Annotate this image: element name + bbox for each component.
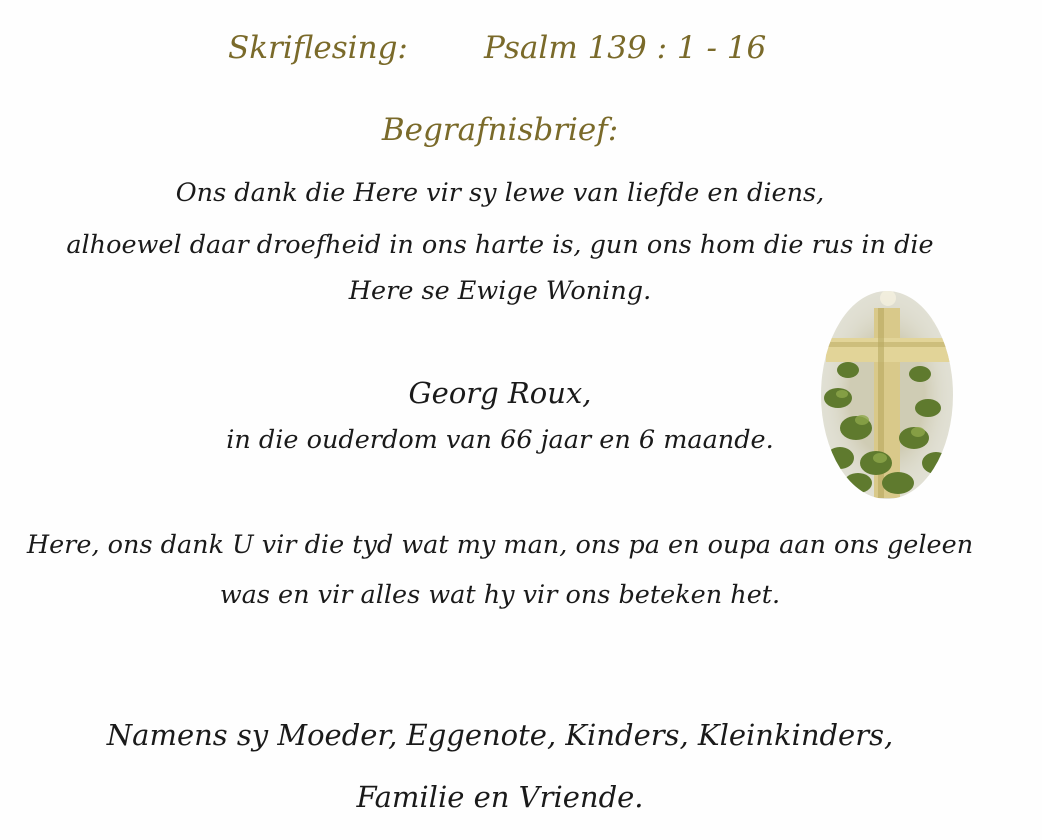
message-line-2: alhoewel daar droefheid in ons harte is, gun ons hom die rus in die bbox=[66, 230, 934, 260]
letter-heading: Begrafnisbrief: bbox=[381, 112, 619, 148]
thanks-line-2: was en vir alles wat hy vir ons beteken het. bbox=[219, 580, 781, 610]
cross-with-ivy-icon bbox=[818, 288, 956, 502]
thanks-line-1: Here, ons dank U vir die tyd wat my man, ons pa en oupa aan ons geleen bbox=[26, 530, 974, 560]
scripture-label: Skriflesing: bbox=[228, 30, 408, 66]
age-line: in die ouderdom van 66 jaar en 6 maande. bbox=[226, 425, 774, 455]
family-line-1: Namens sy Moeder, Eggenote, Kinders, Kleinkinders, bbox=[106, 718, 894, 752]
message-line-1: Ons dank die Here vir sy lewe van liefde en diens, bbox=[175, 178, 825, 208]
family-line-2: Familie en Vriende. bbox=[356, 780, 644, 814]
scripture-reference: Psalm 139 : 1 - 16 bbox=[484, 30, 767, 66]
deceased-name: Georg Roux, bbox=[408, 376, 592, 410]
message-line-3: Here se Ewige Woning. bbox=[348, 276, 652, 306]
